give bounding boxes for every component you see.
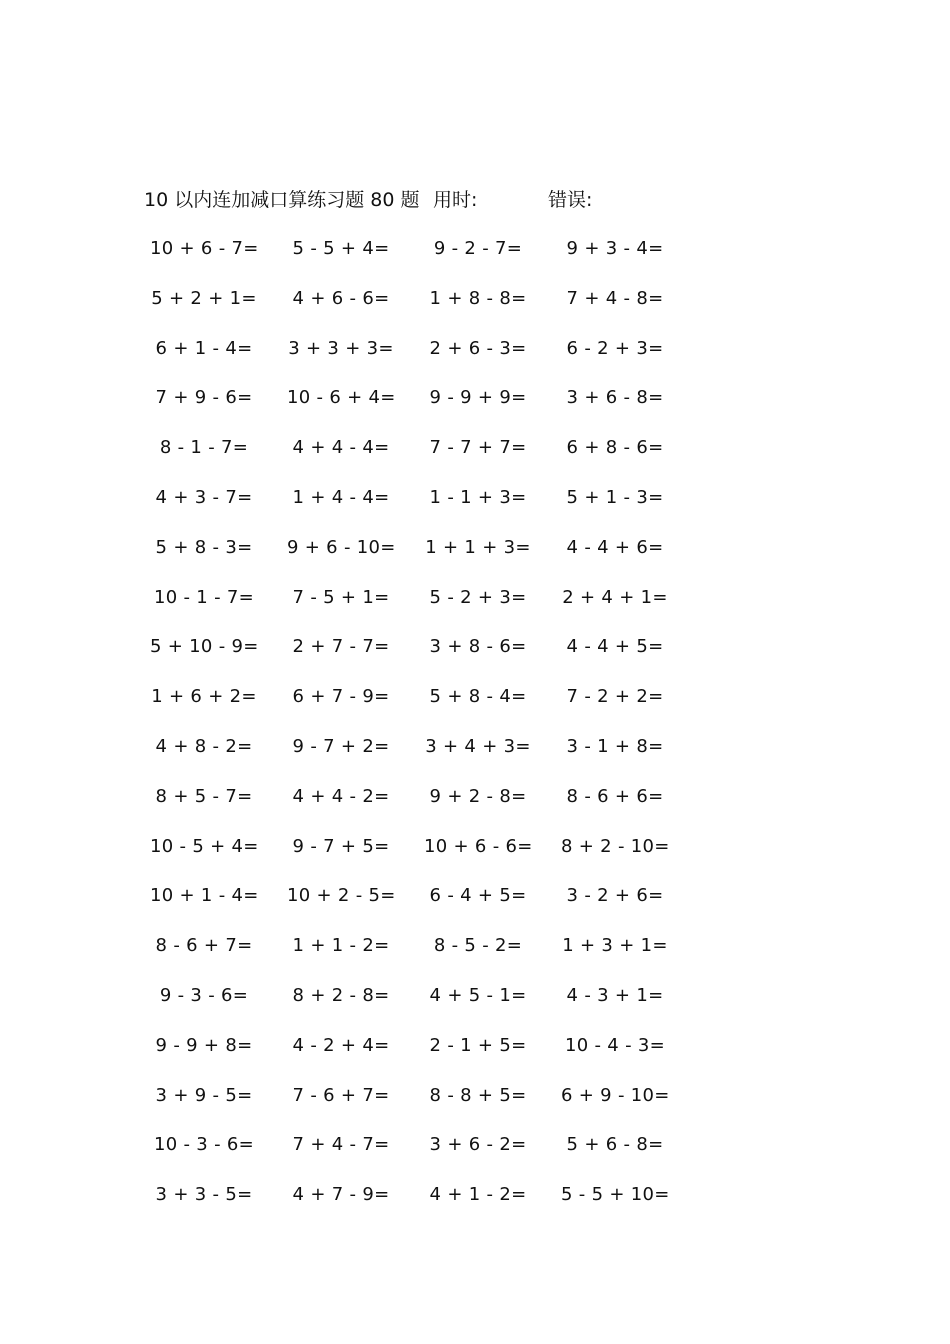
arithmetic-problem: 9 - 7 + 5= — [292, 835, 390, 857]
arithmetic-problem: 6 + 1 - 4= — [155, 337, 253, 359]
arithmetic-problem: 4 - 2 + 4= — [292, 1034, 390, 1056]
problem-row — [150, 483, 690, 533]
arithmetic-problem: 7 + 4 - 8= — [566, 287, 664, 309]
arithmetic-problem: 9 - 3 - 6= — [159, 984, 249, 1006]
arithmetic-problem: 2 + 7 - 7= — [292, 636, 390, 658]
arithmetic-problem: 10 - 6 + 4= — [287, 387, 396, 409]
arithmetic-problem: 4 + 6 - 6= — [292, 287, 390, 309]
problem-grid — [150, 234, 690, 1230]
arithmetic-problem: 2 + 4 + 1= — [562, 586, 668, 608]
arithmetic-problem: 3 + 3 - 5= — [155, 1184, 253, 1206]
arithmetic-problem: 3 + 8 - 6= — [429, 636, 527, 658]
arithmetic-problem: 7 + 4 - 7= — [292, 1134, 390, 1156]
arithmetic-problem: 9 + 3 - 4= — [566, 238, 664, 259]
time-used-label: 用时: — [433, 189, 478, 211]
arithmetic-problem: 9 - 7 + 2= — [292, 735, 390, 757]
arithmetic-problem: 4 - 3 + 1= — [566, 984, 664, 1006]
arithmetic-problem: 10 - 3 - 6= — [153, 1134, 255, 1156]
problem-row — [150, 881, 690, 931]
arithmetic-problem: 10 + 2 - 5= — [287, 885, 396, 907]
problem-row — [150, 284, 690, 334]
worksheet-header — [144, 186, 664, 214]
arithmetic-problem: 4 + 3 - 7= — [155, 486, 253, 508]
problem-row — [150, 1130, 690, 1180]
arithmetic-problem: 1 - 1 + 3= — [429, 486, 527, 508]
arithmetic-problem: 3 - 1 + 8= — [566, 735, 664, 757]
arithmetic-problem: 5 - 2 + 3= — [429, 586, 527, 608]
arithmetic-problem: 4 + 4 - 2= — [292, 785, 390, 807]
arithmetic-problem: 5 + 6 - 8= — [566, 1134, 664, 1156]
arithmetic-problem: 4 + 1 - 2= — [429, 1184, 527, 1206]
arithmetic-problem: 10 + 6 - 6= — [424, 835, 533, 857]
arithmetic-problem: 9 - 2 - 7= — [433, 238, 523, 259]
arithmetic-problem: 4 + 5 - 1= — [429, 984, 527, 1006]
arithmetic-problem: 3 + 6 - 8= — [566, 387, 664, 409]
problem-row — [150, 533, 690, 583]
arithmetic-problem: 3 + 3 + 3= — [288, 337, 394, 359]
arithmetic-problem: 8 - 6 + 7= — [155, 935, 253, 957]
arithmetic-problem: 4 + 4 - 4= — [292, 437, 390, 459]
arithmetic-problem: 3 + 4 + 3= — [425, 735, 531, 757]
arithmetic-problem: 3 + 9 - 5= — [155, 1084, 253, 1106]
arithmetic-problem: 5 + 2 + 1= — [151, 287, 257, 309]
arithmetic-problem: 6 - 4 + 5= — [429, 885, 527, 907]
arithmetic-problem: 7 + 9 - 6= — [155, 387, 253, 409]
arithmetic-problem: 7 - 5 + 1= — [292, 586, 390, 608]
arithmetic-problem: 6 + 9 - 10= — [561, 1084, 670, 1106]
arithmetic-problem: 5 + 8 - 3= — [155, 536, 253, 558]
problem-row — [150, 682, 690, 732]
arithmetic-problem: 8 + 2 - 8= — [292, 984, 390, 1006]
arithmetic-problem: 6 - 2 + 3= — [566, 337, 664, 359]
problem-row — [150, 433, 690, 483]
arithmetic-problem: 4 + 8 - 2= — [155, 735, 253, 757]
arithmetic-problem: 6 + 7 - 9= — [292, 686, 390, 708]
arithmetic-problem: 7 - 6 + 7= — [292, 1084, 390, 1106]
arithmetic-problem: 8 + 5 - 7= — [155, 785, 253, 807]
arithmetic-problem: 4 - 4 + 6= — [566, 536, 664, 558]
arithmetic-problem: 5 + 10 - 9= — [150, 636, 259, 658]
arithmetic-problem: 4 - 4 + 5= — [566, 636, 664, 658]
arithmetic-problem: 8 - 8 + 5= — [429, 1084, 527, 1106]
arithmetic-problem: 1 + 8 - 8= — [429, 287, 527, 309]
arithmetic-problem: 10 + 6 - 7= — [150, 238, 259, 259]
error-count-label: 错误: — [548, 189, 593, 211]
problem-row — [150, 931, 690, 981]
arithmetic-problem: 4 + 7 - 9= — [292, 1184, 390, 1206]
arithmetic-problem: 1 + 1 + 3= — [425, 536, 531, 558]
arithmetic-problem: 7 - 7 + 7= — [429, 437, 527, 459]
problem-row — [150, 334, 690, 384]
problem-row — [150, 1031, 690, 1081]
arithmetic-problem: 2 - 1 + 5= — [429, 1034, 527, 1056]
problem-row — [150, 1081, 690, 1131]
arithmetic-problem: 10 - 5 + 4= — [150, 835, 259, 857]
worksheet-title: 10 以内连加减口算练习题 80 题 — [144, 189, 420, 211]
problem-row — [150, 1180, 690, 1230]
arithmetic-problem: 8 - 6 + 6= — [566, 785, 664, 807]
arithmetic-problem: 3 - 2 + 6= — [566, 885, 664, 907]
arithmetic-problem: 5 - 5 + 10= — [561, 1184, 670, 1206]
problem-row — [150, 583, 690, 633]
arithmetic-problem: 3 + 6 - 2= — [429, 1134, 527, 1156]
arithmetic-problem: 9 - 9 + 8= — [155, 1034, 253, 1056]
arithmetic-problem: 1 + 1 - 2= — [292, 935, 390, 957]
arithmetic-problem: 8 - 1 - 7= — [159, 437, 249, 459]
arithmetic-problem: 8 - 5 - 2= — [433, 935, 523, 957]
arithmetic-problem: 9 - 9 + 9= — [429, 387, 527, 409]
arithmetic-problem: 8 + 2 - 10= — [561, 835, 670, 857]
arithmetic-problem: 5 + 1 - 3= — [566, 486, 664, 508]
arithmetic-problem: 10 - 1 - 7= — [153, 586, 255, 608]
problem-row — [150, 732, 690, 782]
arithmetic-problem: 10 + 1 - 4= — [150, 885, 259, 907]
arithmetic-problem: 6 + 8 - 6= — [566, 437, 664, 459]
arithmetic-problem: 9 + 2 - 8= — [429, 785, 527, 807]
problem-row — [150, 782, 690, 832]
arithmetic-problem: 1 + 4 - 4= — [292, 486, 390, 508]
arithmetic-problem: 9 + 6 - 10= — [287, 536, 396, 558]
problem-row — [150, 632, 690, 682]
arithmetic-problem: 1 + 6 + 2= — [151, 686, 257, 708]
problem-row — [150, 383, 690, 433]
arithmetic-problem: 2 + 6 - 3= — [429, 337, 527, 359]
arithmetic-problem: 10 - 4 - 3= — [564, 1034, 666, 1056]
arithmetic-problem: 1 + 3 + 1= — [562, 935, 668, 957]
problem-row — [150, 234, 690, 284]
problem-row — [150, 981, 690, 1031]
arithmetic-problem: 5 - 5 + 4= — [292, 238, 390, 259]
problem-row — [150, 832, 690, 882]
arithmetic-problem: 5 + 8 - 4= — [429, 686, 527, 708]
arithmetic-problem: 7 - 2 + 2= — [566, 686, 664, 708]
